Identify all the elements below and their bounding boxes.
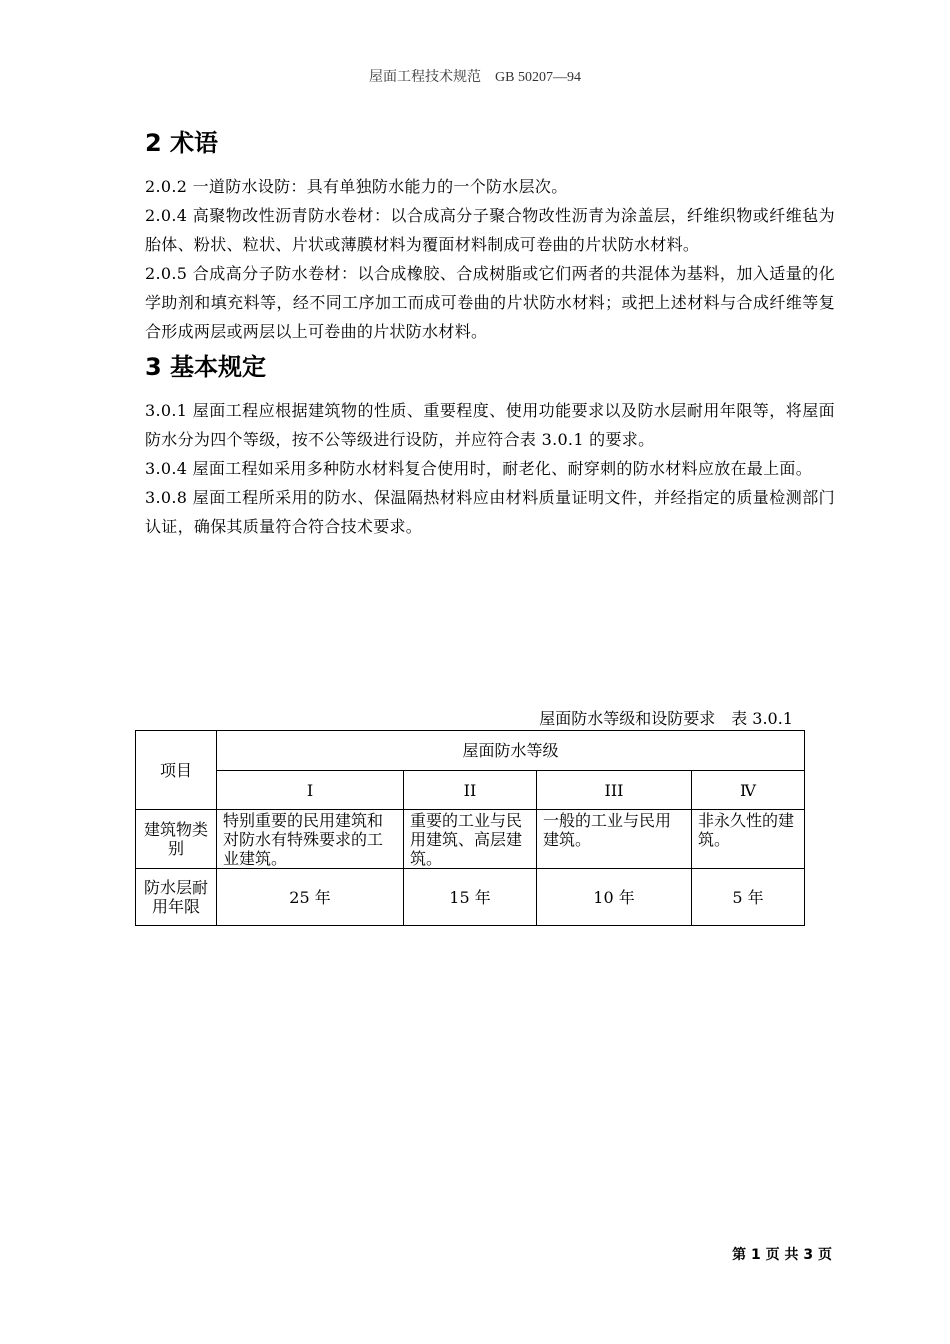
- grade-numeral-row: [136, 771, 805, 810]
- clause-3-0-1: 3.0.1 屋面工程应根据建筑物的性质、重要程度、使用功能要求以及防水层耐用年限等，将屋面防水分为四个等级，按不公等级进行设防，并应符合表 3.0.1 的要求。: [145, 401, 835, 449]
- clause-3-0-8: 3.0.8 屋面工程所采用的防水、保温隔热材料应由材料质量证明文件，并经指定的质量检测部门认证，确保其质量符合符合技术要求。: [145, 488, 835, 536]
- section-2-title: 2 术语: [145, 129, 219, 157]
- grade-i-header: I: [217, 771, 404, 810]
- section-3-title: 3 基本规定: [145, 353, 267, 381]
- page-number: 第 1 页 共 3 页: [732, 1247, 832, 1263]
- grade-iii-header: III: [537, 771, 692, 810]
- table-cell: 非永久性的建筑。: [692, 810, 805, 869]
- table-header-row: [136, 731, 805, 771]
- row-label-building-type: 建筑物类别: [136, 810, 217, 869]
- clause-3-0-4: 3.0.4 屋面工程如采用多种防水材料复合使用时，耐老化、耐穿刺的防水材料应放在最上面。: [145, 459, 812, 478]
- table-cell: 25 年: [217, 869, 404, 926]
- section-3-body: [145, 396, 835, 541]
- grade-ii-header: II: [404, 771, 537, 810]
- row-label-service-life: 防水层耐用年限: [136, 869, 217, 926]
- waterproof-grade-table: [135, 730, 805, 926]
- table-cell: 5 年: [692, 869, 805, 926]
- table-cell: 重要的工业与民用建筑、高层建筑。: [404, 810, 537, 869]
- body-content: [145, 124, 835, 551]
- table-cell: 一般的工业与民用建筑。: [537, 810, 692, 869]
- grade-iv-header: Ⅳ: [692, 771, 805, 810]
- section-2-body: [145, 172, 835, 346]
- table-cell: 15 年: [404, 869, 537, 926]
- running-header: 屋面工程技术规范 GB 50207—94: [369, 70, 581, 85]
- table-row: [136, 810, 805, 869]
- clause-2-0-2: 2.0.2 一道防水设防：具有单独防水能力的一个防水层次。: [145, 177, 568, 196]
- table-caption: 屋面防水等级和设防要求 表 3.0.1: [539, 709, 793, 728]
- grade-group-header: 屋面防水等级: [217, 731, 805, 771]
- clause-2-0-5: 2.0.5 合成高分子防水卷材：以合成橡胶、合成树脂或它们两者的共混体为基料，加入适量的化学助剂和填充料等，经不同工序加工而成可卷曲的片状防水材料；或把上述材料与合成纤维等复合形成两层或两层以上可卷曲的片状防水材料。: [145, 264, 835, 341]
- table-row: [136, 869, 805, 926]
- clause-2-0-4: 2.0.4 高聚物改性沥青防水卷材：以合成高分子聚合物改性沥青为涂盖层，纤维织物或纤维毡为胎体、粉状、粒状、片状或薄膜材料为覆面材料制成可卷曲的片状防水材料。: [145, 206, 835, 254]
- item-header-cell: 项目: [136, 731, 217, 810]
- table-cell: 10 年: [537, 869, 692, 926]
- table-cell: 特别重要的民用建筑和对防水有特殊要求的工业建筑。: [217, 810, 404, 869]
